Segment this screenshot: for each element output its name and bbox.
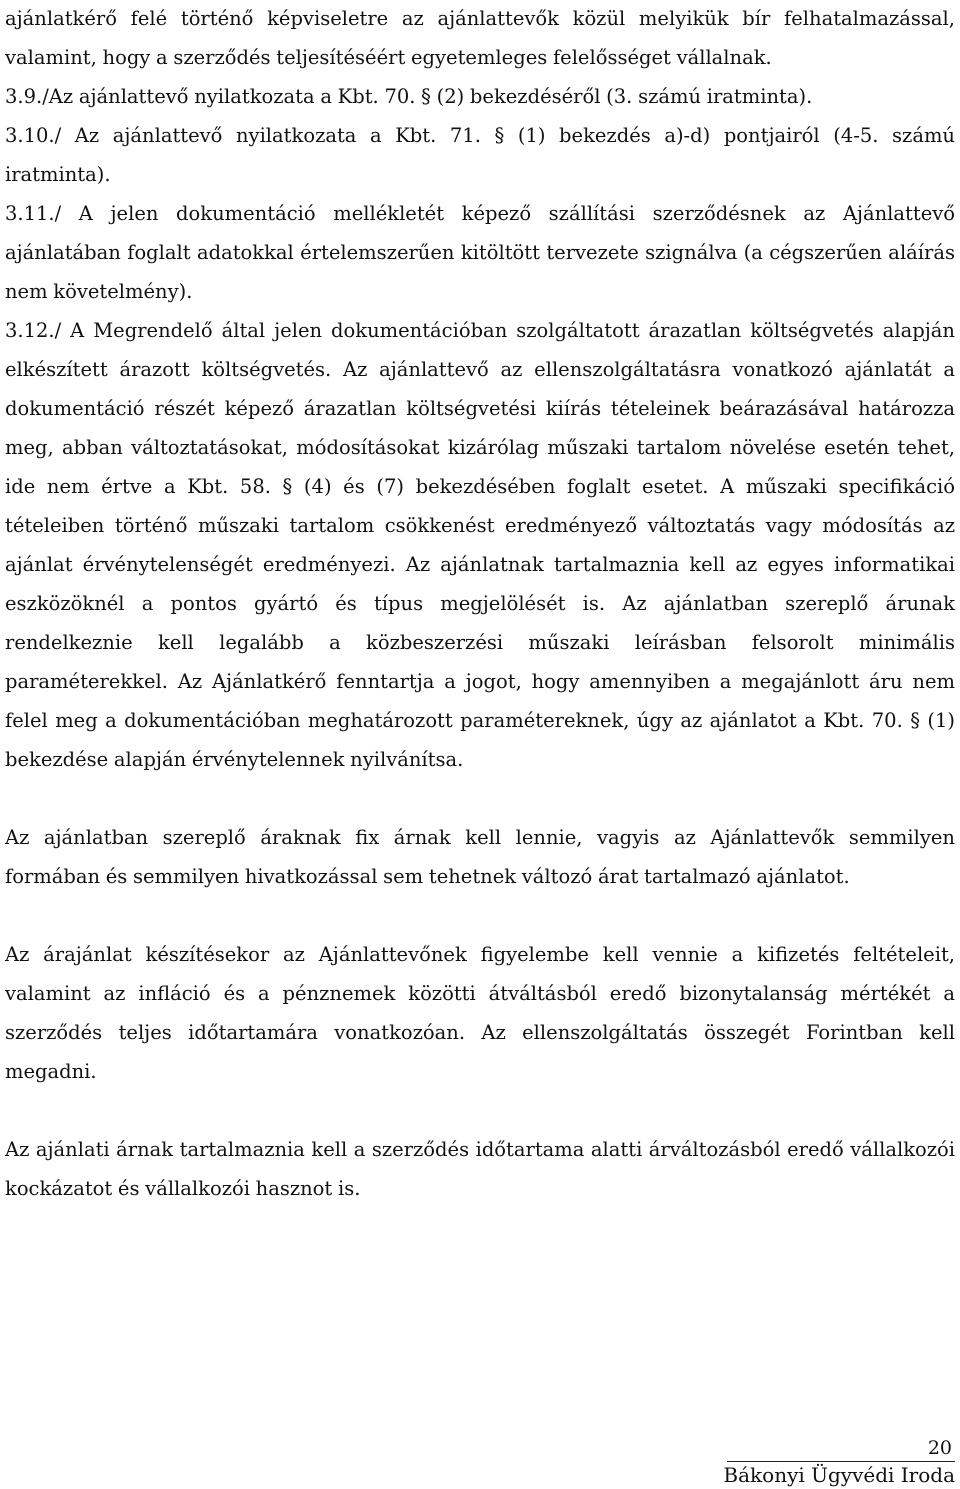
paragraph-price-preparation: Az árajánlat készítésekor az Ajánlattevőnek figyelembe kell vennie a kifizetés feltételeit, valamint az infláció és a pénznemek közötti átváltásból eredő bizonytalanság mértékét a szerződés teljes időtartamára vonatkozóan. Az ellenszolgáltatás összegét Forintban kell megadni. xyxy=(5,943,955,1083)
paragraph-price-risk: Az ajánlati árnak tartalmaznia kell a szerződés időtartama alatti árváltozásból eredő vállalkozói kockázatot és vállalkozói hasznot is. xyxy=(5,1138,955,1200)
paragraph-representation: ajánlatkérő felé történő képviseletre az ajánlattevők közül melyikük bír felhatalmazással, valamint, hogy a szerződés teljesítéséért egyetemleges felelősséget vállalnak. xyxy=(5,7,955,69)
paragraph-3-9: 3.9./Az ajánlattevő nyilatkozata a Kbt. 70. § (2) bekezdéséről (3. számú iratminta). xyxy=(5,85,813,108)
paragraph-3-11: 3.11./ A jelen dokumentáció mellékletét képező szállítási szerződésnek az Ajánlattevő ajánlatában foglalt adatokkal értelemszerűen kitöltött tervezete szignálva (a cégszerűen aláírás nem követelmény). xyxy=(5,202,955,303)
paragraph-fixed-prices: Az ajánlatban szereplő áraknak fix árnak kell lennie, vagyis az Ajánlattevők semmilyen formában és semmilyen hivatkozással sem tehetnek változó árat tartalmazó ajánlatot. xyxy=(5,826,955,888)
footer-office-name: Bákonyi Ügyvédi Iroda xyxy=(723,1463,955,1487)
document-page xyxy=(5,0,955,1208)
paragraph-3-12: 3.12./ A Megrendelő által jelen dokumentációban szolgáltatott árazatlan költségvetés alapján elkészített árazott költségvetés. Az ajánlattevő az ellenszolgáltatásra vonatkozó ajánlatát a dokumentáció részét képező árazatlan költségvetési kiírás tételeinek beárazásával határozza meg, abban változtatásokat, módosításokat kizárólag műszaki tartalom növelése esetén tehet, ide nem értve a Kbt. 58. § (4) és (7) bekezdésében foglalt esetet. A műszaki specifikáció tételeiben történő műszaki tartalom csökkenést eredményező változtatás vagy módosítás az ajánlat érvénytelenségét eredményezi. Az ajánlatnak tartalmaznia kell az egyes informatikai eszközöknél a pontos gyártó és típus megjelölését is. Az ajánlatban szereplő árunak rendelkeznie kell legalább a közbeszerzési műszaki leírásban felsorolt minimális paraméterekkel. Az Ajánlatkérő fenntartja a jogot, hogy amennyiben a megajánlott áru nem felel meg a dokumentációban meghatározott paramétereknek, úgy az ajánlatot a Kbt. 70. § (1) bekezdése alapján érvénytelennek nyilvánítsa. xyxy=(5,319,955,771)
page-number: 20 xyxy=(927,1437,952,1459)
paragraph-3-10: 3.10./ Az ajánlattevő nyilatkozata a Kbt. 71. § (1) bekezdés a)-d) pontjairól (4-5. számú iratminta). xyxy=(5,124,955,186)
